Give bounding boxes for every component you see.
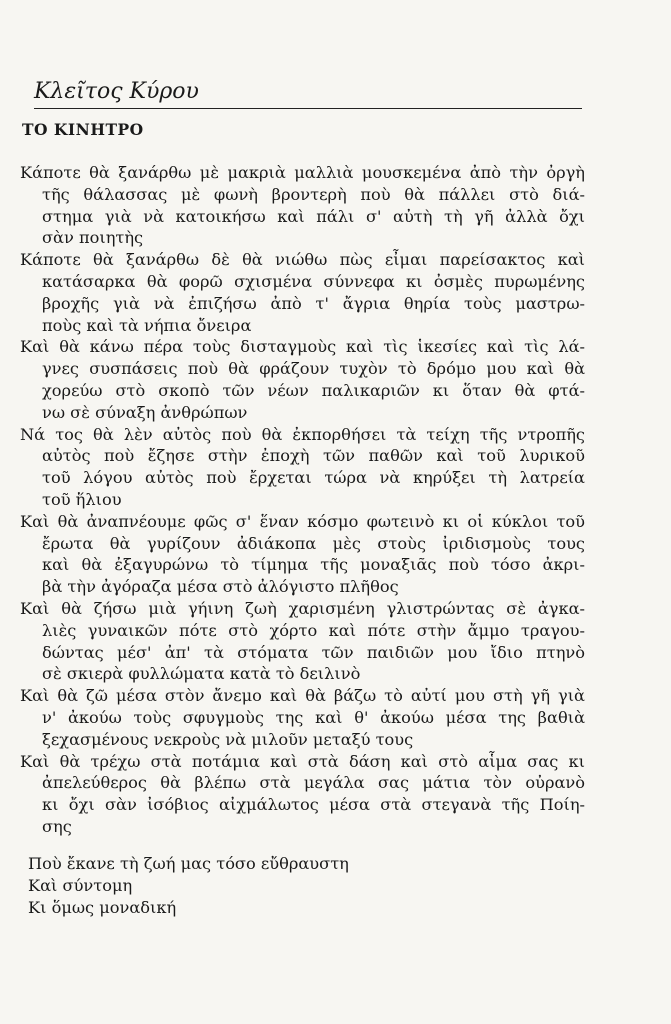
poem-line: Νά τος θὰ λὲν αὐτὸς ποὺ θὰ ἐκπορθήσει τὰ τείχη τῆς ντροπῆς <box>20 424 585 444</box>
stanza <box>20 336 585 423</box>
poem-line: Καὶ θὰ ζῶ μέσα στὸν ἄνεμο καὶ θὰ βάζω τὸ αὐτί μου στὴ γῆ γιὰ <box>20 686 585 706</box>
poem-line: ξεχασμένους νεκροὺς νὰ μιλοῦν μεταξύ τους <box>42 729 414 749</box>
poem-line: Καὶ θὰ ζήσω μιὰ γήινη ζωὴ χαρισμένη γλιστρώντας σὲ ἀγκα- <box>20 598 585 618</box>
poem-line: καὶ θὰ ἐξαγυρώνω τὸ τίμημα τῆς μοναξιᾶς ποὺ τόσο ἀκρι- <box>42 555 585 575</box>
poem-coda <box>28 853 349 918</box>
poem-line: Καὶ θὰ τρέχω στὰ ποτάμια καὶ στὰ δάση καὶ στὸ αἷμα σας κι <box>20 751 585 771</box>
coda-line: Ποὺ ἔκανε τὴ ζωή μας τόσο εὔθραυστη <box>28 854 349 873</box>
stanza <box>20 751 585 838</box>
poem-line: γνες συσπάσεις ποὺ θὰ φράζουν τυχὸν τὸ δρόμο μου καὶ θὰ <box>42 359 585 379</box>
poem-line: σης <box>42 816 72 836</box>
poem-line: κι ὄχι σὰν ἰσόβιος αἰχμάλωτος μέσα στὰ στεγανὰ τῆς Ποίη- <box>42 795 585 815</box>
poem-line: τοῦ λόγου αὐτὸς ποὺ ἔρχεται τώρα νὰ κηρύξει τὴ λατρεία <box>42 468 585 488</box>
stanza <box>20 685 585 750</box>
poem-line: δώντας μέσ' ἀπ' τὰ στόματα τῶν παιδιῶν μου ἴδιο πτηνὸ <box>42 642 585 662</box>
coda-line: Κι ὅμως μοναδική <box>28 897 177 917</box>
stanza <box>20 424 585 511</box>
poem-line: κατάσαρκα θὰ φορῶ σχισμένα σύννεφα κι ὀσμὲς πυρωμένης <box>42 271 585 291</box>
poem-line: ἔρωτα θὰ γυρίζουν ἀδιάκοπα μὲς στοὺς ἰριδισμοὺς τους <box>42 533 585 553</box>
author-name: Κλεῖτος Κύρου <box>34 79 199 104</box>
poem-line: νω σὲ σύναξη ἀνθρώπων <box>42 402 248 422</box>
poem-title: ΤΟ ΚΙΝΗΤΡΟ <box>22 120 144 139</box>
poem-line: στημα γιὰ νὰ κατοικήσω καὶ πάλι σ' αὐτὴ τὴ γῆ ἀλλὰ ὄχι <box>42 206 585 226</box>
stanza <box>20 598 585 685</box>
poem-line: Καὶ θὰ κάνω πέρα τοὺς δισταγμοὺς καὶ τὶς ἱκεσίες καὶ τὶς λά- <box>20 337 585 357</box>
stanza <box>20 249 585 336</box>
poem-line: ν' ἀκούω τοὺς σφυγμοὺς της καὶ θ' ἀκούω μέσα της βαθιὰ <box>42 707 585 727</box>
page-header <box>34 80 582 109</box>
poem-line: ἀπελεύθερος θὰ βλέπω στὰ μεγάλα σας μάτια τὸν οὐρανὸ <box>42 773 585 793</box>
poem-line: βὰ τὴν ἀγόραζα μέσα στὸ ἀλόγιστο πλῆθος <box>42 577 399 597</box>
poem-line: Καὶ θὰ ἀναπνέουμε φῶς σ' ἕναν κόσμο φωτεινὸ κι οἱ κύκλοι τοῦ <box>20 511 585 531</box>
poem-line: βροχῆς γιὰ νὰ ἐπιζήσω ἀπὸ τ' ἄγρια θηρία τοὺς μαστρω- <box>42 293 585 313</box>
poem-line: τῆς θάλασσας μὲ φωνὴ βροντερὴ ποὺ θὰ πάλλει στὸ διά- <box>42 184 585 204</box>
poem-line: ποὺς καὶ τὰ νήπια ὄνειρα <box>42 315 252 335</box>
poem-line: αὐτὸς ποὺ ἔζησε στὴν ἐποχὴ τῶν παθῶν καὶ τοῦ λυρικοῦ <box>42 446 585 466</box>
poem-line: τοῦ ἥλιου <box>42 489 122 509</box>
poem-line: Κάποτε θὰ ξανάρθω δὲ θὰ νιώθω πὼς εἶμαι παρείσακτος καὶ <box>20 250 585 270</box>
poem-line: σὰν ποιητὴς <box>42 228 144 248</box>
poem-line: σὲ σκιερὰ φυλλώματα κατὰ τὸ δειλινὸ <box>42 664 361 684</box>
poem-line: χορεύω στὸ σκοπὸ τῶν νέων παλικαριῶν κι ὅταν θὰ φτά- <box>42 380 585 400</box>
header-rule <box>34 108 582 109</box>
poem-line: Κάποτε θὰ ξανάρθω μὲ μακριὰ μαλλιὰ μουσκεμένα ἀπὸ τὴν ὀργὴ <box>20 163 585 182</box>
poem-line: λιὲς γυναικῶν πότε στὸ χόρτο καὶ πότε στὴν ἄμμο τραγου- <box>42 620 585 640</box>
stanza <box>20 511 585 598</box>
stanza <box>20 162 585 249</box>
coda-line: Καὶ σύντομη <box>28 875 133 895</box>
poem-body <box>20 162 585 838</box>
